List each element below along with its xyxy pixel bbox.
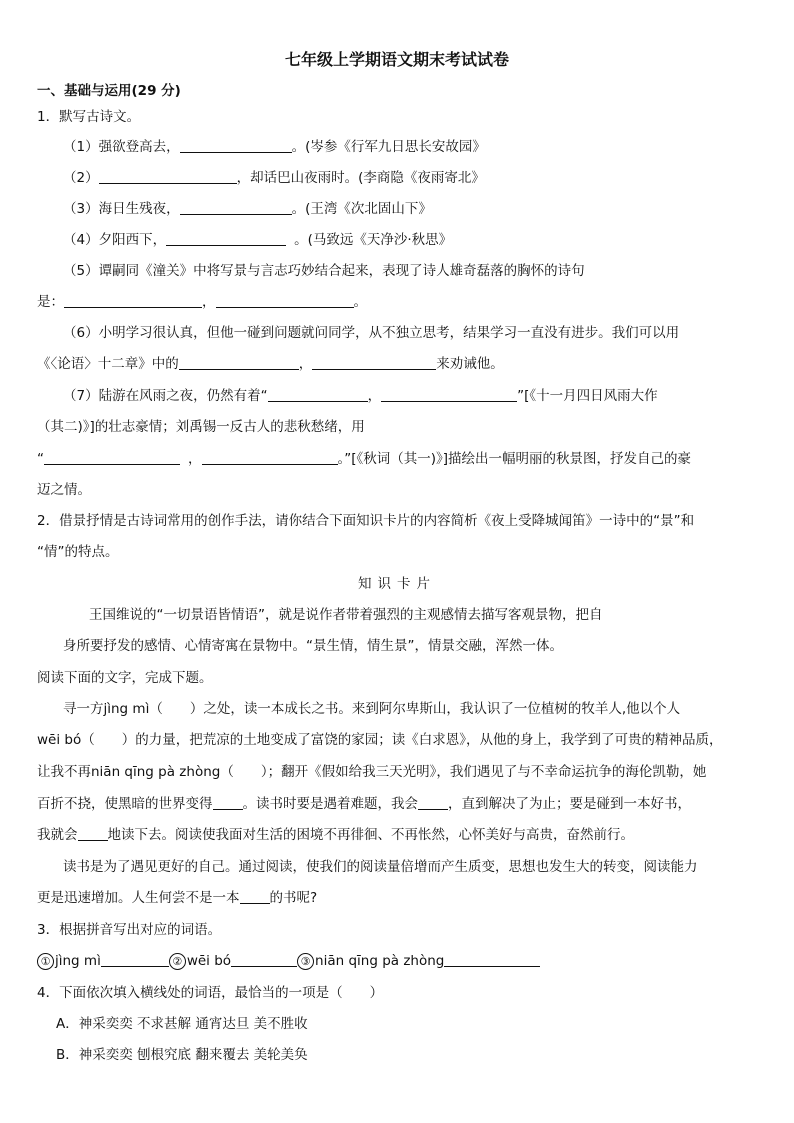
circled-number: ① <box>37 953 54 970</box>
section-heading: 一、基础与运用(29 分) <box>37 83 181 99</box>
q1-item-1: （1）强欲登高去， 。(岑参《行军九日思长安故园》 <box>63 139 486 155</box>
passage-blank[interactable] <box>78 827 108 841</box>
passage-line: 我就会 地读下去。阅读使我面对生活的困境不再徘徊、不再怅然，心怀美好与高贵，奋然前行。 <box>37 827 634 843</box>
answer-blank[interactable] <box>202 451 338 465</box>
answer-blank[interactable] <box>166 232 286 246</box>
answer-blank[interactable] <box>381 388 517 402</box>
passage-blank[interactable] <box>418 796 448 810</box>
q1-item-7-line3: “ ， 。”[《秋词（其一)》]描绘出一幅明丽的秋景图，抒发自己的豪 <box>37 451 692 467</box>
answer-blank[interactable] <box>268 388 368 402</box>
answer-blank[interactable] <box>444 953 540 967</box>
knowledge-card-title: 知识卡片 <box>358 576 436 592</box>
q4-option-b[interactable]: B．神采奕奕 刨根究底 翻来覆去 美轮美奂 <box>56 1047 308 1063</box>
q1-item-6-line1: （6）小明学习很认真，但他一碰到问题就问同学，从不独立思考，结果学习一直没有进步。我们可以用 <box>63 325 680 341</box>
q1-item-5-line1: （5）谭嗣同《潼关》中将写景与言志巧妙结合起来，表现了诗人雄奇磊落的胸怀的诗句 <box>63 263 585 279</box>
q4-heading: 4．下面依次填入横线处的词语，最恰当的一项是（ ） <box>37 985 384 1001</box>
passage-line: 读书是为了遇见更好的自己。通过阅读，使我们的阅读量倍增而产生质变，思想也发生大的转变，阅读能力 <box>63 859 698 875</box>
passage-blank[interactable] <box>213 796 243 810</box>
knowledge-card-line1: 王国维说的“一切景语皆情语”，就是说作者带着强烈的主观感情去描写客观景物，把自 <box>89 607 603 623</box>
q2-line1: 2．借景抒情是古诗词常用的创作手法，请你结合下面知识卡片的内容简析《夜上受降城闻笛》一诗中的“景”和 <box>37 513 695 529</box>
q1-item-5-line2: 是： ， 。 <box>37 294 367 310</box>
passage-line: 更是迅速增加。人生何尝不是一本 的书呢? <box>37 890 318 906</box>
reading-intro: 阅读下面的文字，完成下题。 <box>37 670 213 686</box>
answer-blank[interactable] <box>99 170 237 184</box>
q1-item-4: （4）夕阳西下， 。(马致远《天净沙·秋思》 <box>63 232 453 248</box>
passage-line: 让我不再niān qīng pà zhòng（ ）；翻开《假如给我三天光明》，我们遇见了与不幸命运抗争的海伦凯勒，她 <box>37 764 707 780</box>
passage-line: wēi bó（ ）的力量，把荒凉的土地变成了富饶的家园；读《白求恩》，从他的身上，我学到了可贵的精神品质， <box>37 732 723 748</box>
answer-blank[interactable] <box>312 356 436 370</box>
q3-heading: 3．根据拼音写出对应的词语。 <box>37 922 222 938</box>
answer-blank[interactable] <box>44 451 180 465</box>
q1-item-2: （2） ，却话巴山夜雨时。(李商隐《夜雨寄北》 <box>63 170 485 186</box>
answer-blank[interactable] <box>231 953 297 967</box>
passage-blank[interactable] <box>240 890 270 904</box>
q1-item-7-line4: 迈之情。 <box>37 482 91 498</box>
knowledge-card-line2: 身所要抒发的感情、心情寄寓在景物中。“景生情，情生景”，情景交融，浑然一体。 <box>63 638 563 654</box>
q1-item-6-line2: 《〈论语〉十二章》中的 ， 来劝诫他。 <box>37 356 504 372</box>
answer-blank[interactable] <box>216 294 354 308</box>
q1-item-7-line1: （7）陆游在风雨之夜，仍然有着“ ， ”[《十一月四日风雨大作 <box>63 388 658 404</box>
q4-option-a[interactable]: A．神采奕奕 不求甚解 通宵达旦 美不胜收 <box>56 1016 308 1032</box>
page-title: 七年级上学期语文期末考试试卷 <box>284 50 509 69</box>
q1-item-7-line2: （其二)》]的壮志豪情；刘禹锡一反古人的悲秋愁绪，用 <box>37 419 365 435</box>
answer-blank[interactable] <box>101 953 169 967</box>
answer-blank[interactable] <box>180 201 292 215</box>
answer-blank[interactable] <box>179 356 299 370</box>
circled-number: ③ <box>297 953 314 970</box>
circled-number: ② <box>169 953 186 970</box>
passage-line: 百折不挠，使黑暗的世界变得 。读书时要是遇着难题，我会 ，直到解决了为止；要是碰到一本好书， <box>37 796 691 812</box>
passage-line: 寻一方jìng mì（ ）之处，读一本成长之书。来到阿尔卑斯山，我认识了一位植树的牧羊人,他以个人 <box>63 701 681 717</box>
q2-line2: “情”的特点。 <box>37 544 119 560</box>
q1-item-3: （3）海日生残夜， 。(王湾《次北固山下》 <box>63 201 432 217</box>
q3-answers: ① jìng mì ② wēi bó ③ niān qīng pà zhòng <box>37 952 540 970</box>
q1-heading: 1．默写古诗文。 <box>37 109 141 125</box>
answer-blank[interactable] <box>64 294 202 308</box>
answer-blank[interactable] <box>180 139 292 153</box>
